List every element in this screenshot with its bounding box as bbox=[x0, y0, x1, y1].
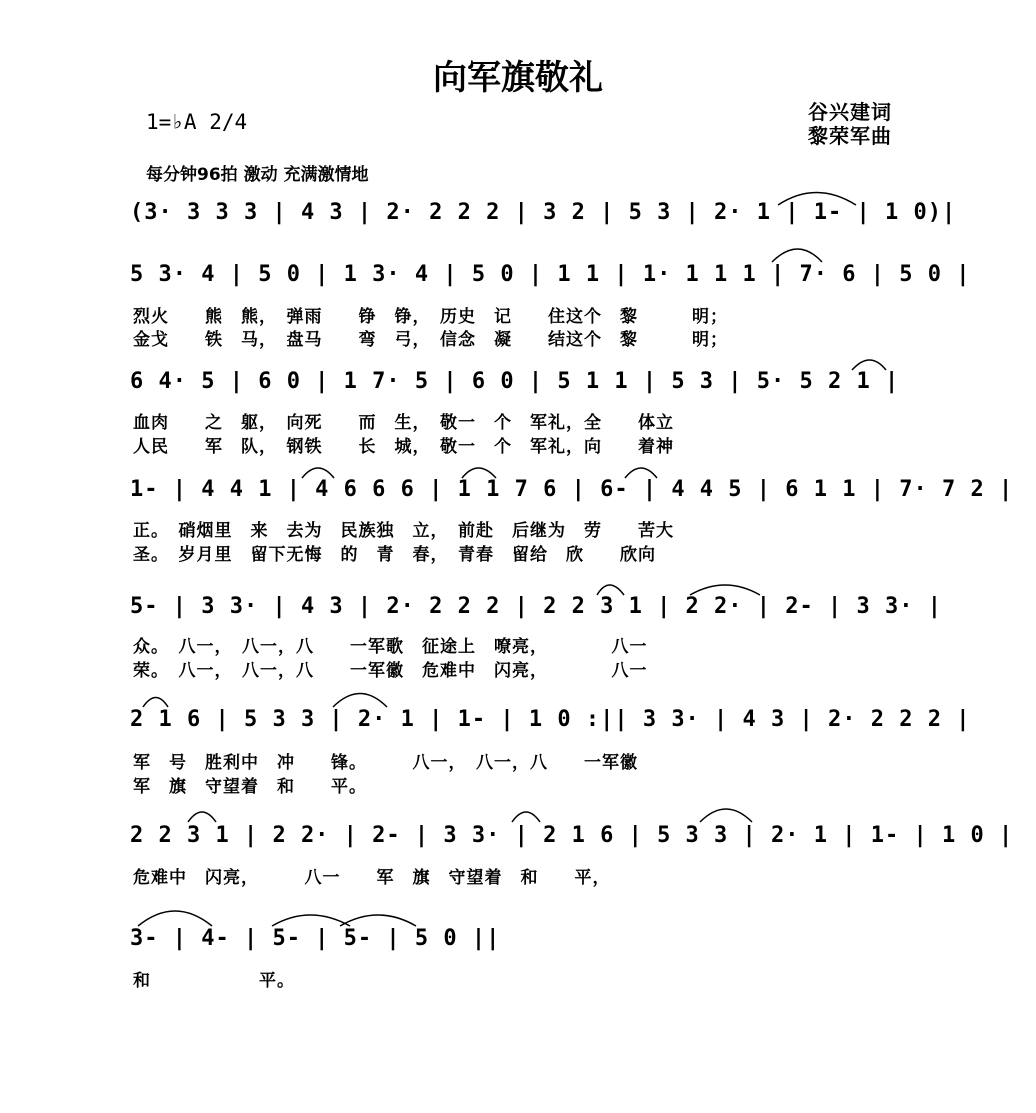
notation-line: 5 3· 4 | 5 0 | 1 3· 4 | 5 0 | 1 1 | 1· 1 1 1 | 7· 6 | 5 0 | bbox=[130, 262, 971, 287]
notation-line: 1- | 4 4 1 | 4 6 6 6 | 1 1 7 6 | 6- | 4 4 5 | 6 1 1 | 7· 7 2 | bbox=[130, 477, 1014, 502]
slur bbox=[852, 360, 886, 370]
slur bbox=[690, 585, 760, 595]
lyric-line: 正。 硝烟里 来 去为 民族独 立， 前赴 后继为 劳 苦大 bbox=[133, 521, 674, 541]
lyricist-credit: 谷兴建词 bbox=[808, 100, 892, 124]
slur bbox=[138, 911, 212, 926]
key-signature: 1=♭A 2/4 bbox=[146, 110, 248, 134]
slur bbox=[597, 585, 624, 595]
lyric-line: 人民 军 队， 钢铁 长 城， 敬一 个 军礼，向 着神 bbox=[133, 437, 674, 457]
notation-line: 5- | 3 3· | 4 3 | 2· 2 2 2 | 2 2 3 1 | 2 2· | 2- | 3 3· | bbox=[130, 594, 942, 619]
lyric-line: 金戈 铁 马， 盘马 弯 弓， 信念 凝 结这个 黎 明； bbox=[133, 330, 728, 350]
notation-line: 3- | 4- | 5- | 5- | 5 0 || bbox=[130, 926, 501, 951]
composer-credit: 黎荣军曲 bbox=[808, 124, 892, 148]
slur bbox=[272, 915, 350, 926]
slur bbox=[772, 249, 822, 262]
lyric-line: 危难中 闪亮， 八一 军 旗 守望着 和 平， bbox=[133, 868, 611, 888]
slur bbox=[188, 812, 216, 822]
slur bbox=[462, 468, 496, 478]
notation-line: (3· 3 3 3 | 4 3 | 2· 2 2 2 | 3 2 | 5 3 | 2· 1 | 1- | 1 0)| bbox=[130, 200, 957, 225]
notation-line: 2 2 3 1 | 2 2· | 2- | 3 3· | 2 1 6 | 5 3 3 | 2· 1 | 1- | 1 0 | bbox=[130, 823, 1014, 848]
lyric-line: 军 旗 守望着 和 平。 bbox=[133, 777, 367, 797]
slur bbox=[778, 193, 856, 206]
lyric-line: 众。 八一， 八一，八 一军歌 征途上 嘹亮， 八一 bbox=[133, 637, 648, 657]
lyric-line: 军 号 胜利中 冲 锋。 八一， 八一，八 一军徽 bbox=[133, 753, 638, 773]
slur bbox=[143, 698, 168, 708]
lyric-line: 烈火 熊 熊， 弹雨 铮 铮， 历史 记 住这个 黎 明； bbox=[133, 307, 728, 327]
lyric-line: 血肉 之 躯， 向死 而 生， 敬一 个 军礼，全 体立 bbox=[133, 413, 674, 433]
tempo-marking: 每分钟96拍 激动 充满激情地 bbox=[146, 165, 369, 185]
lyric-line: 和 平。 bbox=[133, 971, 295, 991]
lyric-line: 圣。 岁月里 留下无悔 的 青 春， 青春 留给 欣 欣向 bbox=[133, 545, 656, 565]
lyric-line: 荣。 八一， 八一，八 一军徽 危难中 闪亮， 八一 bbox=[133, 661, 648, 681]
slur bbox=[512, 812, 540, 822]
slur bbox=[700, 809, 752, 822]
slur bbox=[625, 468, 657, 478]
song-title: 向军旗敬礼 bbox=[433, 58, 603, 98]
slur bbox=[333, 694, 387, 708]
notation-line: 2 1 6 | 5 3 3 | 2· 1 | 1- | 1 0 :|| 3 3· | 4 3 | 2· 2 2 2 | bbox=[130, 707, 971, 732]
notation-line: 6 4· 5 | 6 0 | 1 7· 5 | 6 0 | 5 1 1 | 5 3 | 5· 5 2 1 | bbox=[130, 369, 900, 394]
slur bbox=[340, 915, 416, 926]
slur bbox=[302, 468, 334, 478]
